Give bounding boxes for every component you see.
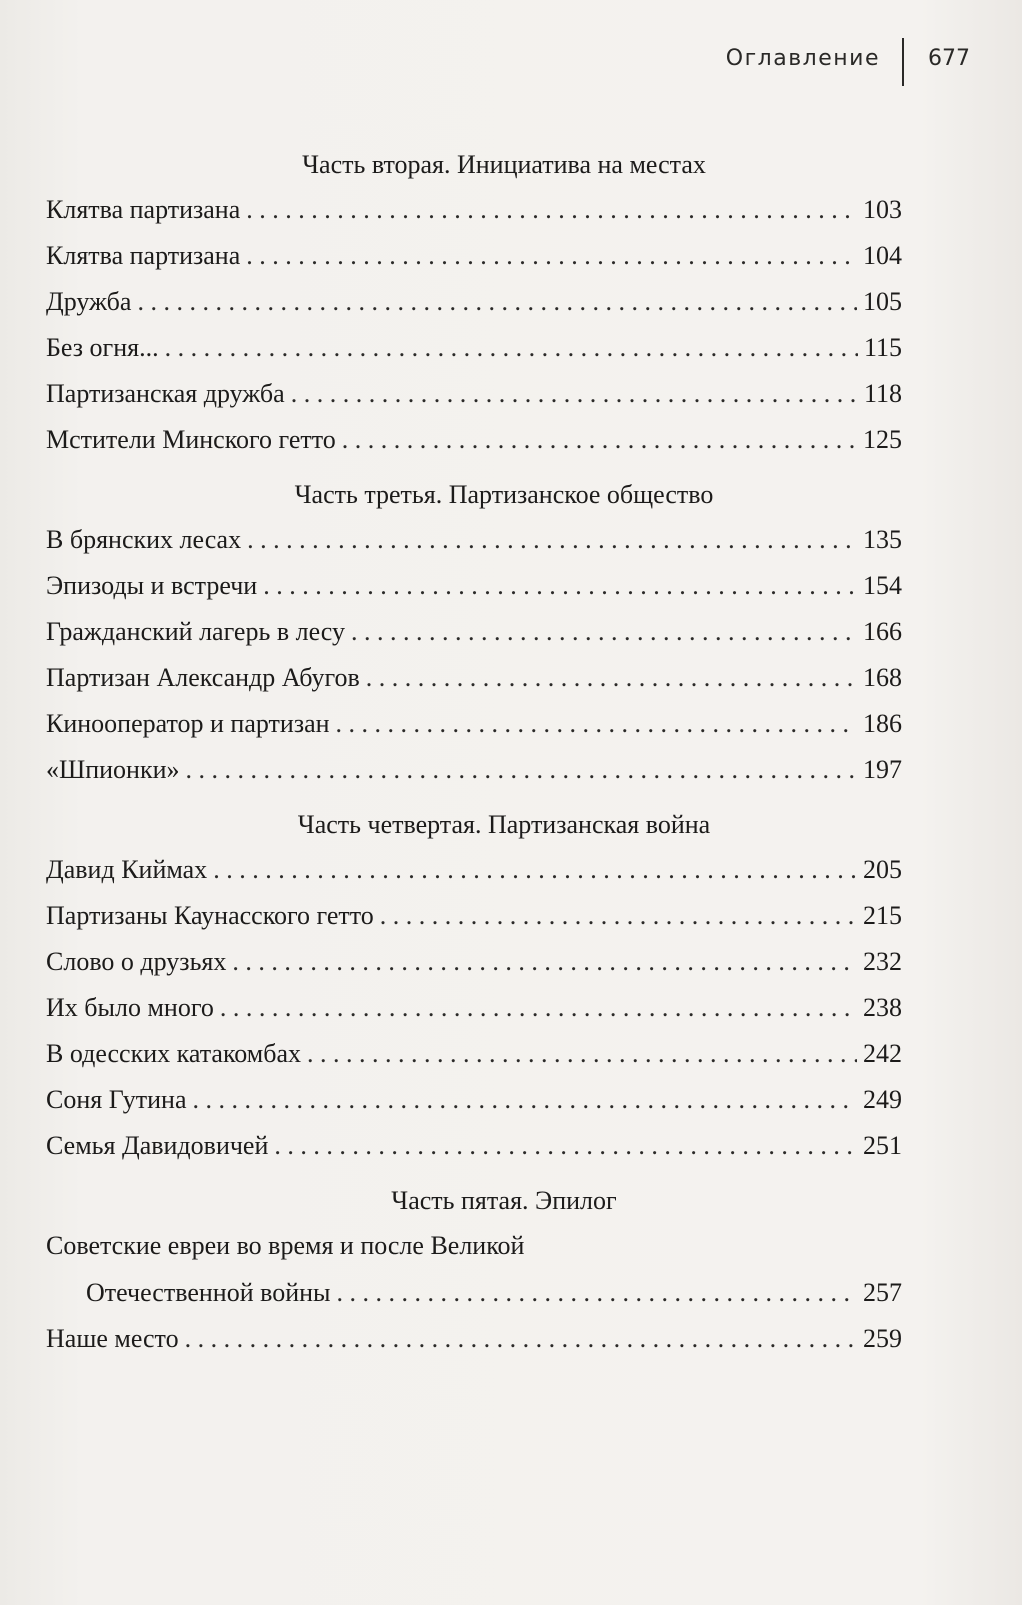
toc-entry bbox=[46, 333, 902, 363]
leader-dots bbox=[165, 333, 858, 363]
toc-entry-page: 103 bbox=[863, 195, 902, 224]
leader-dots bbox=[193, 1085, 858, 1115]
toc-entry bbox=[46, 663, 902, 693]
leader-dots bbox=[366, 663, 857, 693]
toc-entry-title: Семья Давидовичей bbox=[46, 1131, 269, 1160]
toc-entry-page: 205 bbox=[863, 855, 902, 884]
leader-dots bbox=[220, 993, 857, 1023]
toc-entry bbox=[46, 1131, 902, 1161]
header-divider bbox=[902, 38, 904, 86]
leader-dots bbox=[232, 947, 857, 977]
header-title: Оглавление bbox=[725, 46, 880, 71]
toc-entry-page: 249 bbox=[863, 1085, 902, 1114]
toc-entry bbox=[46, 1085, 902, 1115]
toc-entry-title: Клятва партизана bbox=[46, 195, 241, 224]
leader-dots bbox=[247, 525, 857, 555]
leader-dots bbox=[246, 241, 857, 271]
toc-entry-title: Мстители Минского гетто bbox=[46, 425, 336, 454]
toc-entry-page: 115 bbox=[863, 333, 902, 362]
toc-entry-continuation bbox=[46, 1278, 902, 1308]
table-of-contents bbox=[46, 150, 902, 1354]
toc-entry-title: Их было много bbox=[46, 993, 214, 1022]
leader-dots bbox=[185, 1324, 857, 1354]
leader-dots bbox=[307, 1039, 857, 1069]
toc-entry-page: 154 bbox=[863, 571, 902, 600]
toc-entry bbox=[46, 1231, 902, 1308]
toc-entry bbox=[46, 617, 902, 647]
toc-entry bbox=[46, 947, 902, 977]
toc-entry bbox=[46, 755, 902, 785]
leader-dots bbox=[246, 195, 857, 225]
leader-dots bbox=[137, 287, 857, 317]
toc-entry bbox=[46, 855, 902, 885]
toc-entry-page: 251 bbox=[863, 1131, 902, 1160]
leader-dots bbox=[263, 571, 857, 601]
toc-entry bbox=[46, 571, 902, 601]
toc-entry-page: 232 bbox=[863, 947, 902, 976]
toc-entry-title: Кинооператор и партизан bbox=[46, 709, 330, 738]
toc-entry-page: 186 bbox=[863, 709, 902, 738]
leader-dots bbox=[351, 617, 857, 647]
toc-entry-page: 166 bbox=[863, 617, 902, 646]
running-header bbox=[0, 38, 1022, 88]
toc-entry-page: 135 bbox=[863, 525, 902, 554]
toc-entry-page: 118 bbox=[863, 379, 902, 408]
toc-entry-title: Партизанская дружба bbox=[46, 379, 285, 408]
toc-entry-title: Партизаны Каунасского гетто bbox=[46, 901, 374, 930]
toc-entry-title: «Шпионки» bbox=[46, 755, 180, 784]
toc-entry-page: 259 bbox=[863, 1324, 902, 1353]
leader-dots bbox=[213, 855, 857, 885]
toc-entry bbox=[46, 195, 902, 225]
toc-entry-page: 257 bbox=[863, 1278, 902, 1307]
toc-entry-page: 242 bbox=[863, 1039, 902, 1068]
leader-dots bbox=[274, 1131, 857, 1161]
toc-entry-title: Соня Гутина bbox=[46, 1085, 187, 1114]
toc-entry bbox=[46, 901, 902, 931]
leader-dots bbox=[186, 755, 857, 785]
toc-entry-title: Дружба bbox=[46, 287, 132, 316]
toc-entry-page: 104 bbox=[863, 241, 902, 270]
leader-dots bbox=[336, 709, 857, 739]
toc-entry-page: 197 bbox=[863, 755, 902, 784]
toc-entry bbox=[46, 709, 902, 739]
section-heading: Часть вторая. Инициатива на местах bbox=[302, 150, 706, 179]
toc-entry-title: Эпизоды и встречи bbox=[46, 571, 258, 600]
toc-entry-title-continued: Отечественной войны bbox=[86, 1278, 331, 1307]
toc-entry bbox=[46, 993, 902, 1023]
toc-entry-page: 215 bbox=[863, 901, 902, 930]
toc-entry-title: В брянских лесах bbox=[46, 525, 242, 554]
toc-entry bbox=[46, 1324, 902, 1354]
section-heading: Часть четвертая. Партизанская война bbox=[297, 810, 711, 839]
leader-dots bbox=[291, 379, 858, 409]
toc-entry-title: Советские евреи во время и после Великой bbox=[46, 1231, 525, 1260]
toc-entry-title: Без огня... bbox=[46, 333, 159, 362]
leader-dots bbox=[342, 425, 857, 455]
toc-entry-title: Давид Киймах bbox=[46, 855, 208, 884]
toc-entry bbox=[46, 1039, 902, 1069]
section-heading: Часть третья. Партизанское общество bbox=[294, 480, 714, 509]
toc-entry bbox=[46, 241, 902, 271]
toc-entry-page: 105 bbox=[863, 287, 902, 316]
header-page-number: 677 bbox=[928, 46, 970, 71]
toc-entry-title: Клятва партизана bbox=[46, 241, 241, 270]
toc-entry bbox=[46, 379, 902, 409]
toc-entry-page: 168 bbox=[863, 663, 902, 692]
toc-entry bbox=[46, 525, 902, 555]
toc-entry bbox=[46, 425, 902, 455]
leader-dots bbox=[380, 901, 857, 931]
toc-entry-title: Партизан Александр Абугов bbox=[46, 663, 360, 692]
toc-entry-title: Гражданский лагерь в лесу bbox=[46, 617, 345, 646]
toc-entry-title: Слово о друзьях bbox=[46, 947, 227, 976]
toc-entry-page: 238 bbox=[863, 993, 902, 1022]
toc-entry-page: 125 bbox=[863, 425, 902, 454]
leader-dots bbox=[337, 1278, 858, 1308]
toc-entry-title: В одесских катакомбах bbox=[46, 1039, 301, 1068]
toc-entry-title: Наше место bbox=[46, 1324, 179, 1353]
section-heading: Часть пятая. Эпилог bbox=[391, 1186, 617, 1215]
toc-entry bbox=[46, 287, 902, 317]
